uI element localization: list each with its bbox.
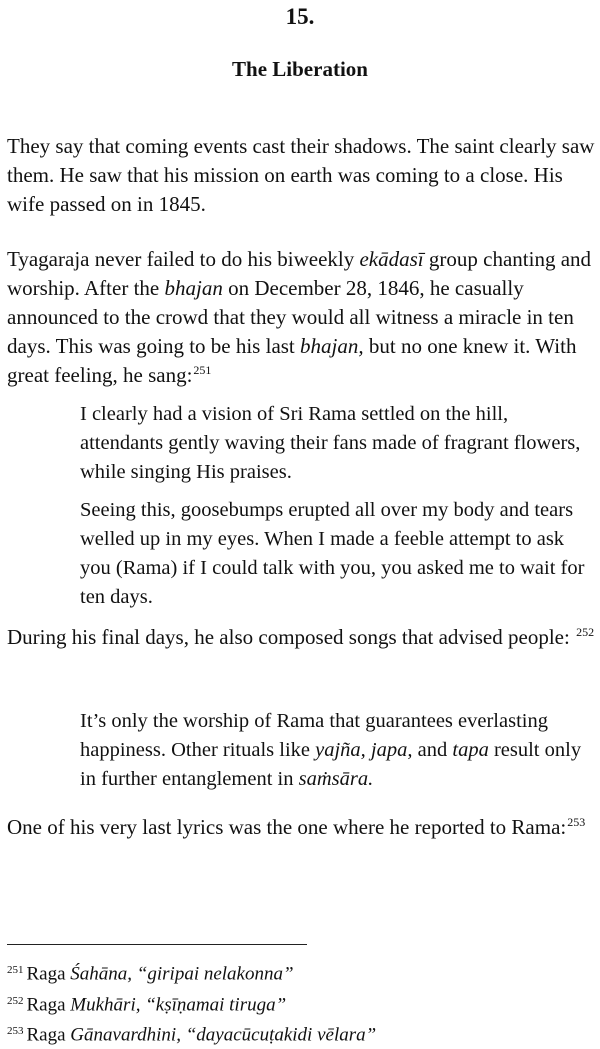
footnote-number: 252: [7, 994, 24, 1007]
quote-3: [80, 707, 592, 794]
footnote-raga: Mukhāri,: [70, 994, 141, 1016]
quote-1: I clearly had a vision of Sri Rama settled on the hill, attendants gently waving their fans made of fragrant flowers, while singing His praises.: [80, 403, 581, 483]
footnote-prefix: Raga: [26, 963, 71, 985]
footnote-prefix: Raga: [26, 1024, 71, 1046]
term-samsara: saṁsāra.: [298, 768, 374, 790]
footnote-raga: Śahāna,: [70, 963, 133, 985]
footnote-253: [7, 1018, 597, 1049]
paragraph-2-text-1: Tyagaraja never failed to do his biweekly: [7, 247, 360, 271]
footnote-song: “kṣīṇamai tiruga”: [145, 994, 287, 1016]
paragraph-2-text-3: on December 28, 1846, he casually announced to the crowd that they would all witness a miracle in ten days. This was going to be his last: [7, 276, 574, 358]
term-yajna-japa: yajña, japa,: [315, 739, 413, 761]
footnote-251: [7, 957, 597, 988]
footnote-ref-253[interactable]: 253: [567, 814, 586, 829]
paragraph-3: [7, 623, 597, 652]
term-ekadasi: ekādasī: [359, 247, 424, 271]
footnote-number: 251: [7, 964, 24, 976]
chapter-title: The Liberation: [232, 57, 368, 81]
footnote-prefix: Raga: [26, 994, 71, 1016]
footnote-number: 253: [7, 1025, 24, 1038]
footnote-252: [7, 988, 597, 1019]
quote-2: Seeing this, goosebumps erupted all over my body and tears welled up in my eyes. When I made a feeble attempt to ask you (Rama) if I could talk with you, you asked me to wait for ten days.: [80, 499, 585, 608]
paragraph-3-text: During his final days, he also composed songs that advised people:: [7, 625, 576, 649]
footnotes: [7, 957, 597, 1049]
footnote-divider: [7, 944, 307, 945]
chapter-number: 15.: [285, 4, 315, 29]
footnote-ref-252[interactable]: 252: [576, 624, 595, 639]
quote-3-text-3: result only in further entanglement in: [80, 739, 582, 790]
paragraph-4: [7, 813, 597, 842]
term-bhajan-2: bhajan,: [300, 334, 364, 358]
paragraph-2-text-2: group chanting and worship. After the: [7, 247, 592, 300]
paragraph-4-text: One of his very last lyrics was the one where he reported to Rama:: [7, 815, 567, 839]
footnote-song: “dayacūcuṭakidi vēlara”: [185, 1024, 377, 1046]
quote-3-text-2: and: [412, 739, 453, 761]
footnote-ref-251[interactable]: 251: [193, 362, 212, 377]
footnote-song: “giripai nelakonna”: [136, 963, 294, 985]
term-tapa: tapa: [452, 739, 489, 761]
footnote-raga: Gānavardhini,: [70, 1024, 181, 1046]
term-bhajan: bhajan: [164, 276, 223, 300]
quote-3-text-1: It’s only the worship of Rama that guarantees everlasting happiness. Other rituals like: [80, 710, 548, 761]
paragraph-1: They say that coming events cast their shadows. The saint clearly saw them. He saw that his mission on earth was coming to a close. His wife passed on in 1845.: [7, 134, 595, 216]
paragraph-2: [7, 245, 597, 390]
paragraph-2-text-4: but no one knew it. With great feeling, he sang:: [7, 334, 577, 387]
